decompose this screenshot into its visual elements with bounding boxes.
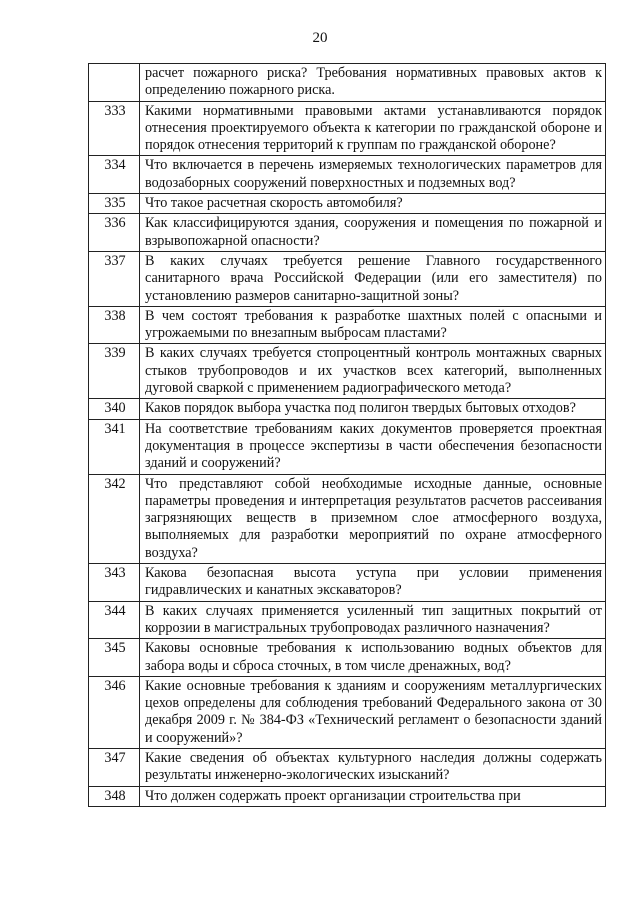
question-number: 338 <box>89 306 140 344</box>
question-number: 346 <box>89 676 140 748</box>
question-number: 343 <box>89 564 140 602</box>
question-number: 340 <box>89 399 140 419</box>
question-number: 339 <box>89 344 140 399</box>
question-text: Каков порядок выбора участка под полигон твердых бытовых отходов? <box>140 399 606 419</box>
question-number: 333 <box>89 101 140 156</box>
question-text: Что должен содержать проект организации строительства при <box>140 786 606 806</box>
question-number: 341 <box>89 419 140 474</box>
table-row <box>89 474 606 563</box>
question-number: 335 <box>89 194 140 214</box>
question-number <box>89 64 140 102</box>
questions-table <box>88 63 606 807</box>
question-text: В каких случаях требуется стопроцентный контроль монтажных сварных стыков трубопроводов и их участков всех категорий, выполненных дуговой сваркой с применением радиографического метода? <box>140 344 606 399</box>
table-row <box>89 639 606 677</box>
question-text: Что представляют собой необходимые исходные данные, основные параметры проведения и интерпретация результатов расчетов рассеивания загрязняющих веществ в приземном слое атмосферного воздуха, выполняемых для разработки мероприятий по охране атмосферного воздуха? <box>140 474 606 563</box>
question-text: Каковы основные требования к использованию водных объектов для забора воды и сброса сточных, в том числе дренажных, вод? <box>140 639 606 677</box>
question-number: 344 <box>89 601 140 639</box>
question-text: Какие основные требования к зданиям и сооружениям металлургических цехов определены для соблюдения требований Федерального закона от 30 декабря 2009 г. № 384-ФЗ «Технический регламент о безопасности зданий и сооружений»? <box>140 676 606 748</box>
table-row <box>89 251 606 306</box>
table-row <box>89 194 606 214</box>
table-row <box>89 564 606 602</box>
question-text: В каких случаях требуется решение Главного государственного санитарного врача Российской Федерации (или его заместителя) по установлению размеров санитарно-защитной зоны? <box>140 251 606 306</box>
table-row <box>89 676 606 748</box>
table-row <box>89 306 606 344</box>
question-text: Что включается в перечень измеряемых технологических параметров для водозаборных сооружений поверхностных и подземных вод? <box>140 156 606 194</box>
table-row <box>89 748 606 786</box>
table-row <box>89 156 606 194</box>
question-text: Как классифицируются здания, сооружения и помещения по пожарной и взрывопожарной опасности? <box>140 214 606 252</box>
question-text: Какие сведения об объектах культурного наследия должны содержать результаты инженерно-экологических изысканий? <box>140 748 606 786</box>
page-number: 20 <box>312 30 328 46</box>
question-text: В каких случаях применяется усиленный тип защитных покрытий от коррозии в магистральных трубопроводах различного назначения? <box>140 601 606 639</box>
question-text: На соответствие требованиям каких документов проверяется проектная документация в процессе экспертизы в части обеспечения безопасности зданий и сооружений? <box>140 419 606 474</box>
table-row <box>89 419 606 474</box>
table-row <box>89 101 606 156</box>
table-row <box>89 399 606 419</box>
question-number: 342 <box>89 474 140 563</box>
question-text: Какова безопасная высота уступа при условии применения гидравлических и канатных экскаваторов? <box>140 564 606 602</box>
table-row <box>89 786 606 806</box>
question-number: 337 <box>89 251 140 306</box>
question-text: Что такое расчетная скорость автомобиля? <box>140 194 606 214</box>
question-number: 348 <box>89 786 140 806</box>
question-text: Какими нормативными правовыми актами устанавливаются порядок отнесения проектируемого объекта к категории по гражданской обороне и порядок отнесения территорий к группам по гражданской обороне? <box>140 101 606 156</box>
question-number: 336 <box>89 214 140 252</box>
table-row <box>89 601 606 639</box>
question-number: 334 <box>89 156 140 194</box>
table-row <box>89 64 606 102</box>
question-text: В чем состоят требования к разработке шахтных полей с опасными и угрожаемыми по внезапным выбросам пластами? <box>140 306 606 344</box>
question-text: расчет пожарного риска? Требования нормативных правовых актов к определению пожарного риска. <box>140 64 606 102</box>
question-number: 347 <box>89 748 140 786</box>
question-number: 345 <box>89 639 140 677</box>
table-row <box>89 214 606 252</box>
table-row <box>89 344 606 399</box>
